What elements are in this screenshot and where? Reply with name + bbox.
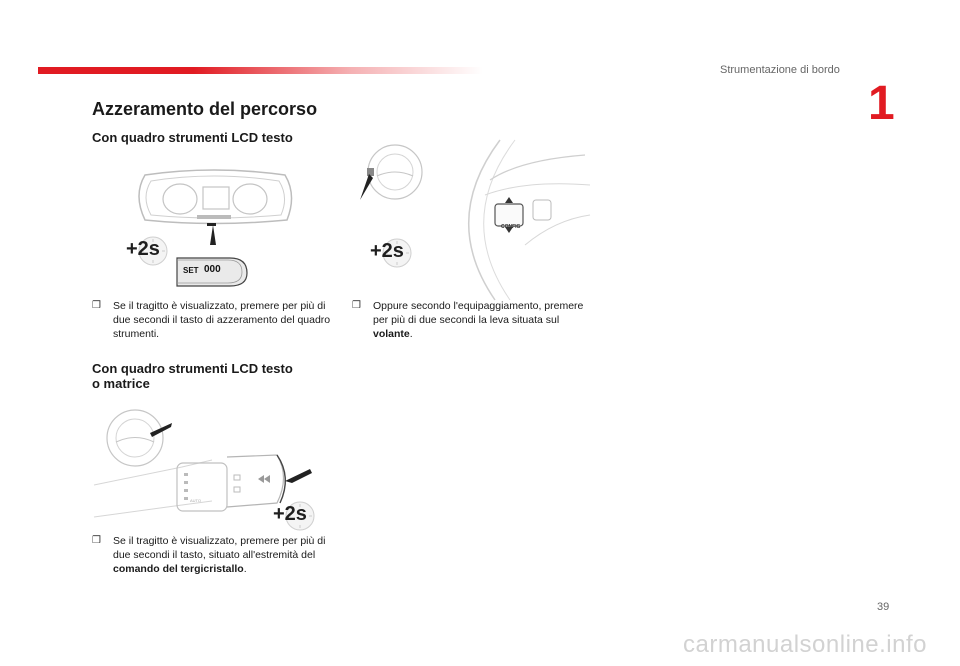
- config-label: CONFIG: [501, 224, 521, 230]
- watermark: carmanualsonline.info: [683, 631, 927, 658]
- section3-bullet-text-end: .: [243, 563, 247, 575]
- section3-bullet-text: [113, 534, 333, 576]
- section3-subtitle: [92, 361, 293, 391]
- header-red-bar: [38, 67, 483, 74]
- page-title: Azzeramento del percorso: [92, 99, 318, 119]
- chapter-number: 1: [868, 77, 895, 130]
- reset-button-value-label: 000: [204, 264, 221, 275]
- page-number: 39: [877, 601, 890, 613]
- section3-subtitle-line1: Con quadro strumenti LCD testo: [92, 361, 293, 376]
- section3-bullet: [92, 534, 337, 584]
- bullet-mark: ❒: [92, 535, 101, 546]
- section2-bullet: [352, 299, 597, 349]
- section3-bullet-text-main: Se il tragitto è visualizzato, premere per più di due secondi il tasto, situato all'estremità del: [113, 535, 326, 561]
- steering-wheel-illustration: [355, 140, 595, 300]
- bullet-mark: ❒: [92, 300, 101, 311]
- timer-label-3: +2s: [273, 503, 307, 525]
- reset-button-set-label: SET: [183, 266, 199, 275]
- section-title: Strumentazione di bordo: [720, 64, 840, 76]
- bullet-mark: ❒: [352, 300, 361, 311]
- timer-label-2: +2s: [370, 240, 404, 262]
- timer-label-1: +2s: [126, 238, 160, 260]
- section2-bullet-text-bold: volante: [373, 328, 410, 340]
- section3-bullet-text-bold: comando del tergicristallo: [113, 563, 244, 575]
- section1-bullet: [92, 299, 337, 349]
- section3-subtitle-line2: o matrice: [92, 376, 150, 391]
- section2-bullet-text: [373, 299, 593, 341]
- section1-subtitle: Con quadro strumenti LCD testo: [92, 130, 293, 145]
- section1-bullet-text: Se il tragitto è visualizzato, premere per più di due secondi il tasto di azzeramento del quadro strumenti.: [113, 300, 331, 340]
- wiper-auto-label: AUTO: [190, 498, 202, 503]
- section2-bullet-text-main: Oppure secondo l'equipaggiamento, premere per più di due secondi la leva situata sul: [373, 300, 584, 326]
- section2-bullet-text-end: .: [409, 328, 413, 340]
